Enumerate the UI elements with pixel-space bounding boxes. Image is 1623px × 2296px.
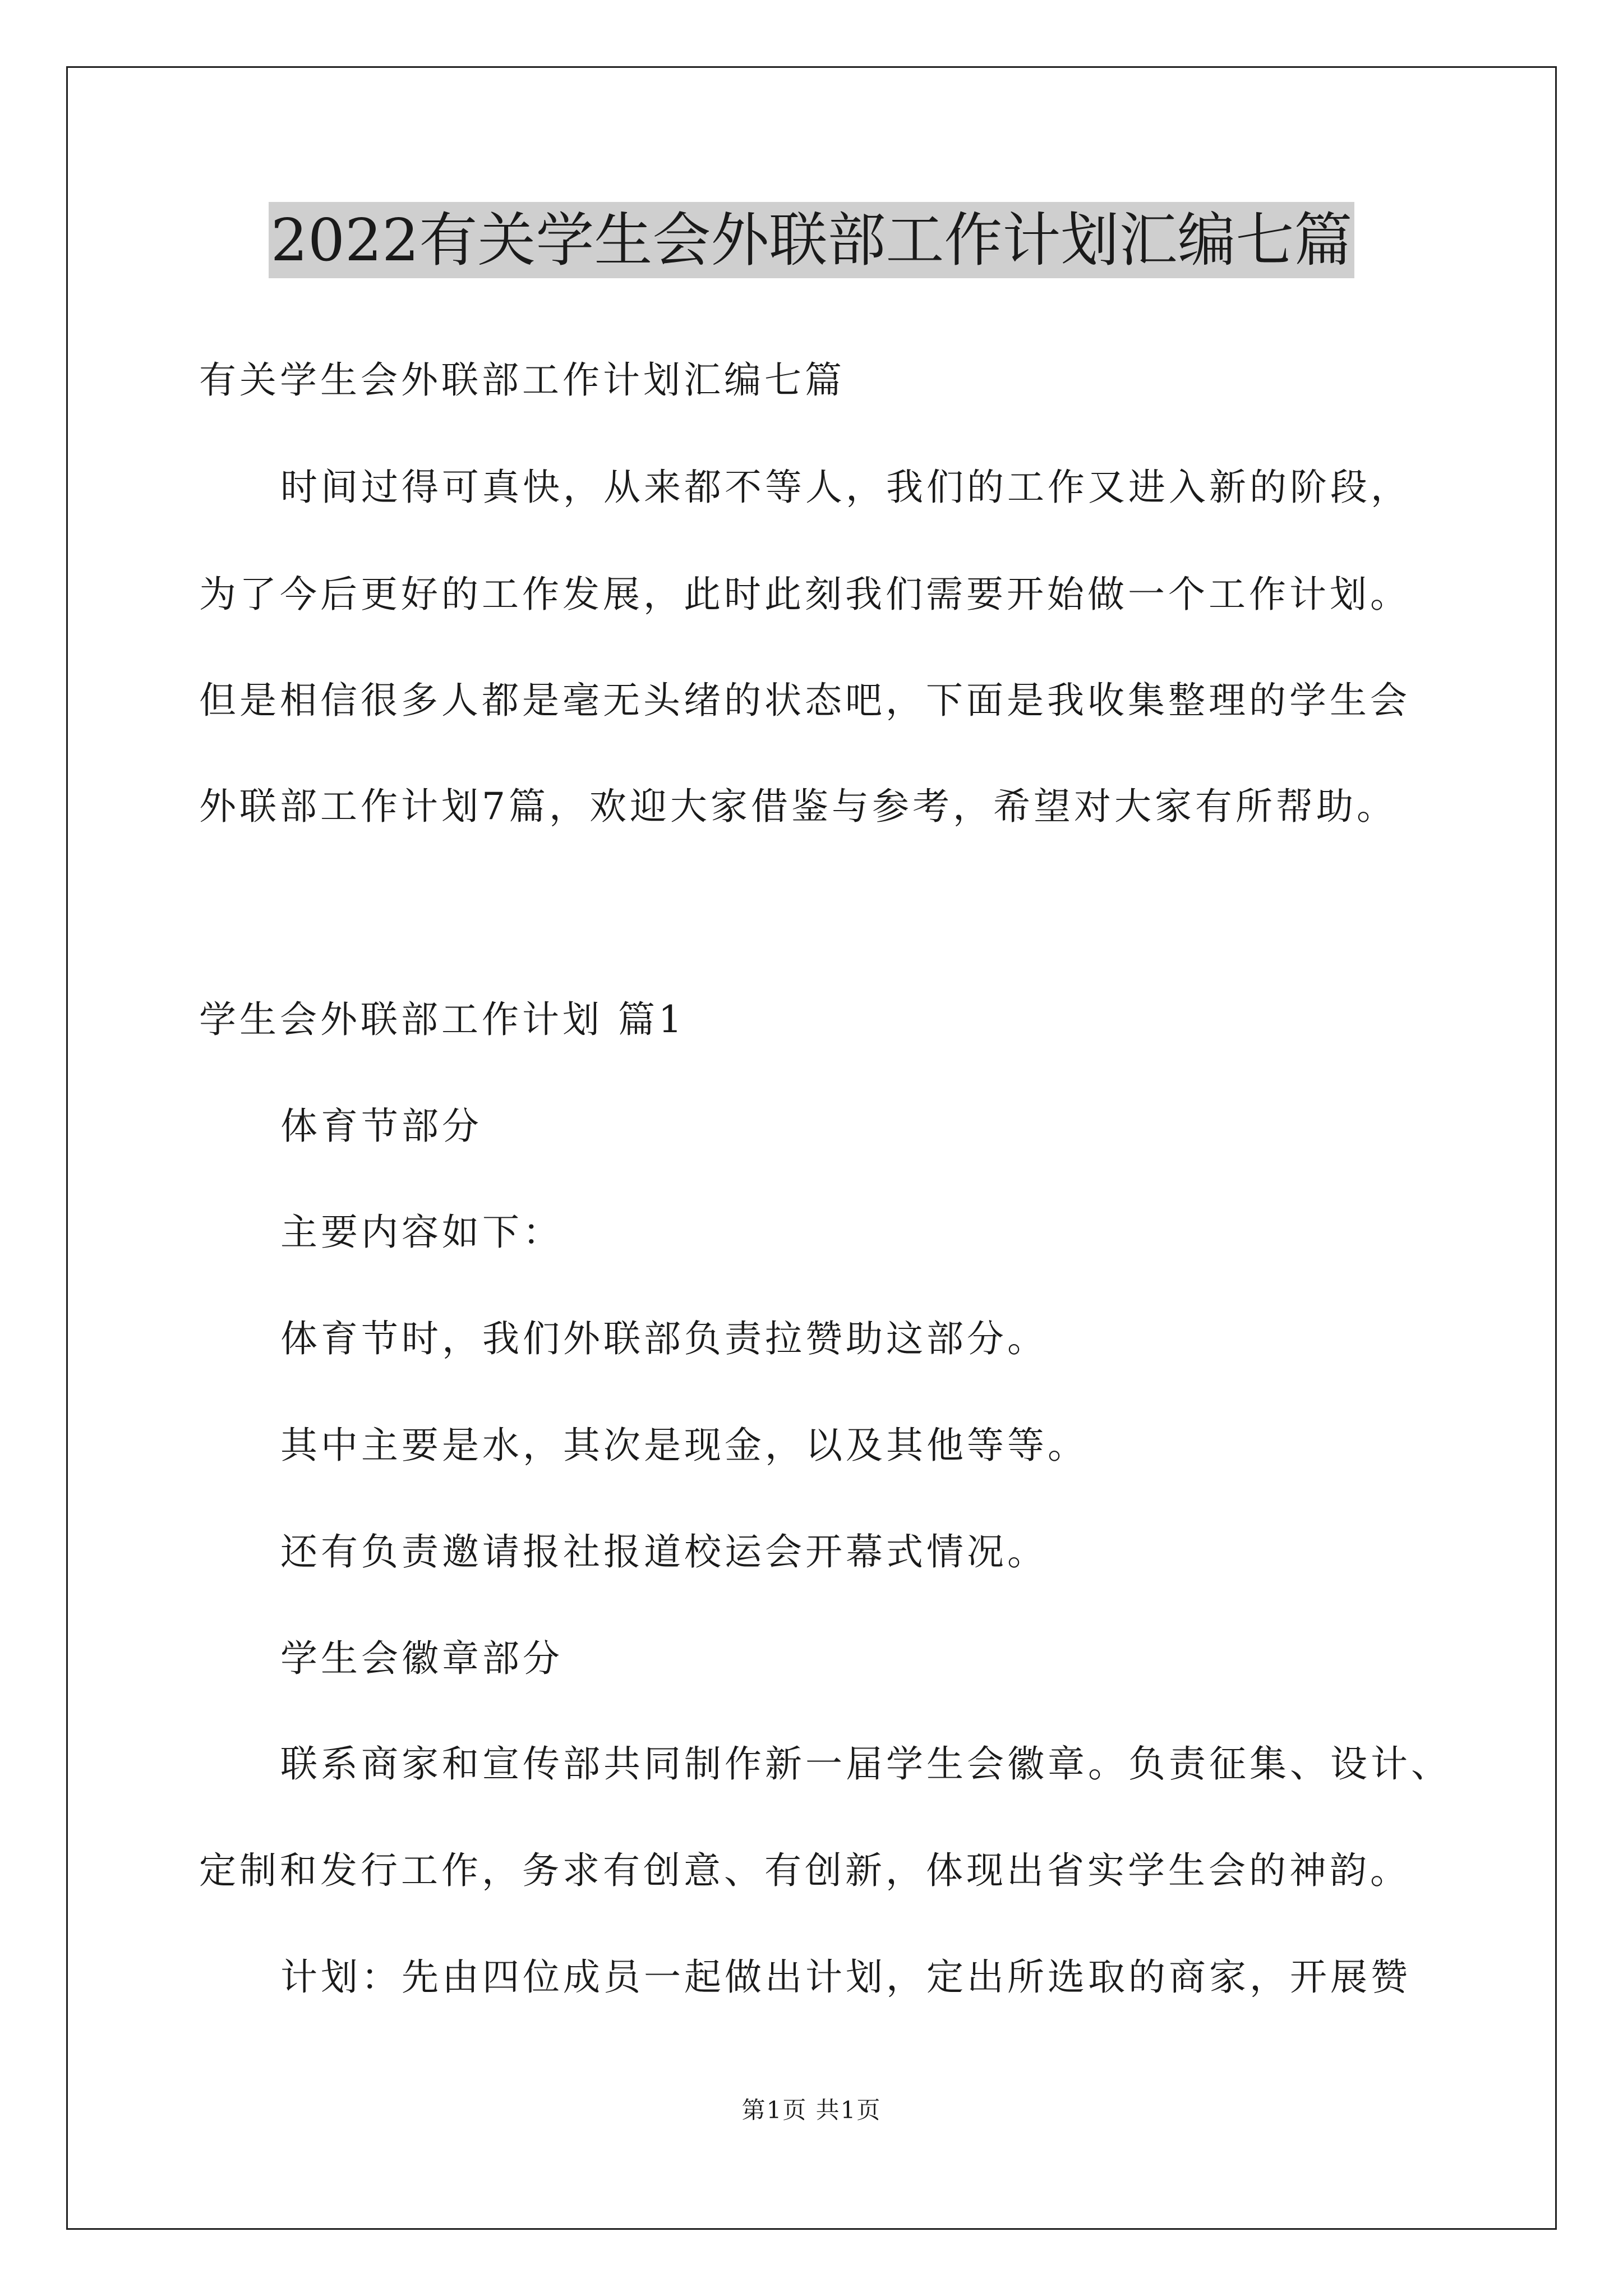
document-title-text: 2022有关学生会外联部工作计划汇编七篇 — [269, 202, 1355, 278]
body-line-1: 体育节部分 — [280, 1105, 482, 1148]
body-line-5: 还有负责邀请报社报道校运会开幕式情况。 — [280, 1530, 1048, 1573]
body-line-4: 其中主要是水，其次是现金，以及其他等等。 — [280, 1424, 1088, 1467]
intro-line-3: 但是相信很多人都是毫无头绪的状态吧，下面是我收集整理的学生会 — [199, 679, 1410, 722]
document-title — [0, 202, 1623, 280]
body-line-9: 计划：先由四位成员一起做出计划，定出所选取的商家，开展赞 — [280, 1955, 1411, 1999]
body-line-8: 定制和发行工作，务求有创意、有创新，体现出省实学生会的神韵。 — [199, 1849, 1410, 1892]
body-line-3: 体育节时，我们外联部负责拉赞助这部分。 — [280, 1317, 1048, 1360]
intro-line-2: 为了今后更好的工作发展，此时此刻我们需要开始做一个工作计划。 — [199, 573, 1410, 616]
document-subtitle: 有关学生会外联部工作计划汇编七篇 — [199, 358, 845, 402]
section-heading: 学生会外联部工作计划 篇1 — [199, 998, 685, 1041]
intro-line-4: 外联部工作计划7篇，欢迎大家借鉴与参考，希望对大家有所帮助。 — [199, 785, 1397, 828]
body-line-6: 学生会徽章部分 — [280, 1637, 563, 1680]
page-footer: 第1页 共1页 — [741, 2096, 882, 2124]
intro-line-1: 时间过得可真快，从来都不等人，我们的工作又进入新的阶段， — [280, 466, 1411, 509]
body-line-7: 联系商家和宣传部共同制作新一届学生会徽章。负责征集、设计、 — [280, 1742, 1451, 1786]
body-line-2: 主要内容如下： — [280, 1211, 563, 1254]
